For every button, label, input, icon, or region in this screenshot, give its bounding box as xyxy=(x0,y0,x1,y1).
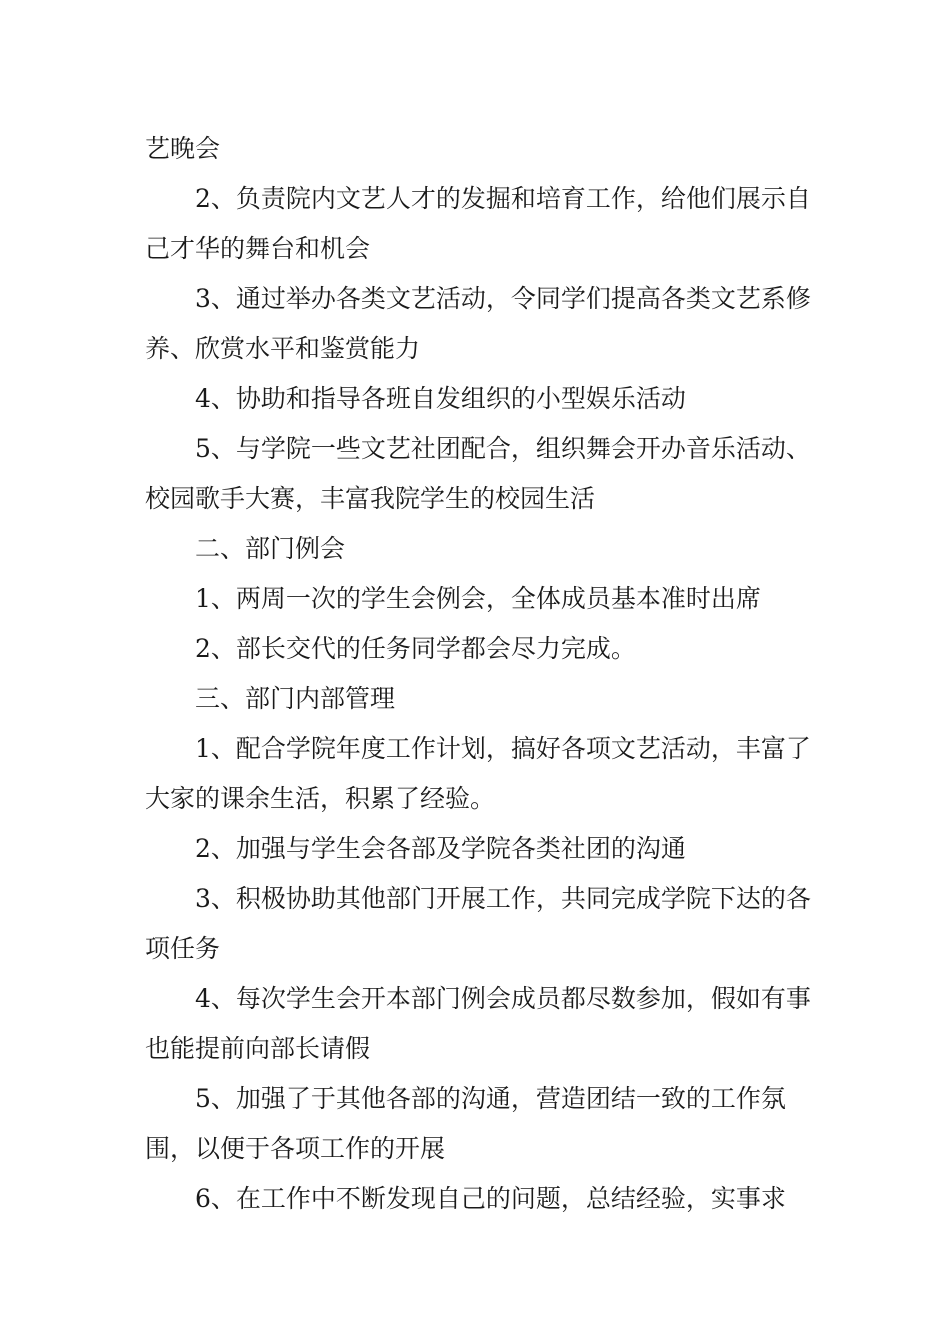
paragraph-item-2-talent: 2、负责院内文艺人才的发掘和培育工作，给他们展示自己才华的舞台和机会 xyxy=(145,184,811,263)
paragraph-management-5: 5、加强了于其他各部的沟通，营造团结一致的工作氛围，以便于各项工作的开展 xyxy=(145,1084,786,1163)
paragraph-management-4: 4、每次学生会开本部门例会成员都尽数参加，假如有事也能提前向部长请假 xyxy=(145,984,811,1063)
paragraph-item-5-clubs: 5、与学院一些文艺社团配合，组织舞会开办音乐活动、校园歌手大赛，丰富我院学生的校园生活 xyxy=(145,434,811,513)
section-heading-meetings: 二、部门例会 xyxy=(195,534,346,563)
section-heading-management: 三、部门内部管理 xyxy=(195,684,396,713)
document-body xyxy=(145,124,825,1224)
paragraph-continuation: 艺晚会 xyxy=(145,134,221,163)
paragraph-management-1: 1、配合学院年度工作计划，搞好各项文艺活动，丰富了大家的课余生活，积累了经验。 xyxy=(145,734,811,813)
paragraph-meeting-2: 2、部长交代的任务同学都会尽力完成。 xyxy=(195,634,636,663)
paragraph-management-6: 6、在工作中不断发现自己的问题，总结经验，实事求 xyxy=(195,1184,786,1213)
paragraph-management-3: 3、积极协助其他部门开展工作，共同完成学院下达的各项任务 xyxy=(145,884,811,963)
paragraph-meeting-1: 1、两周一次的学生会例会，全体成员基本准时出席 xyxy=(195,584,761,613)
paragraph-item-4-assist: 4、协助和指导各班自发组织的小型娱乐活动 xyxy=(195,384,686,413)
paragraph-management-2: 2、加强与学生会各部及学院各类社团的沟通 xyxy=(195,834,686,863)
paragraph-item-3-activities: 3、通过举办各类文艺活动，令同学们提高各类文艺系修养、欣赏水平和鉴赏能力 xyxy=(145,284,811,363)
